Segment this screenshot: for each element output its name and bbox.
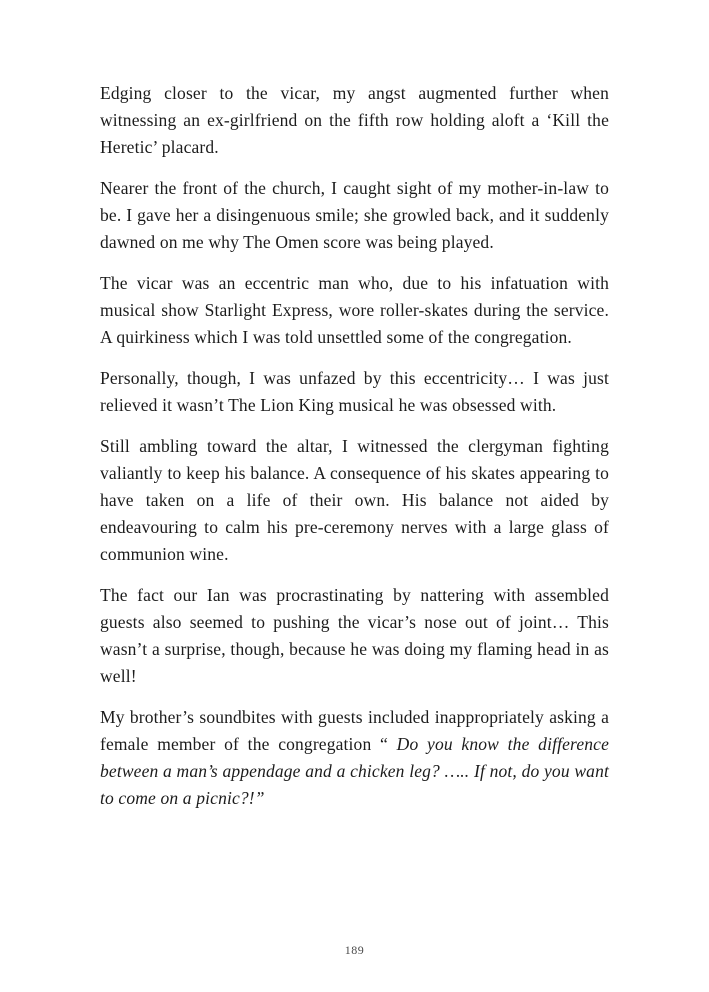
paragraph-6: The fact our Ian was procrastinating by nattering with assembled guests also seemed to pushing the vicar’s nose out of joint… This wasn’t a surprise, though, because he was doing my flaming head in as well! — [100, 585, 609, 686]
paragraph-3: The vicar was an eccentric man who, due to his infatuation with musical show Starlight Express, wore roller-skates during the service. A quirkiness which I was told unsettled some of the congregation. — [100, 273, 609, 347]
paragraph-5: Still ambling toward the altar, I witnessed the clergyman fighting valiantly to keep his balance. A consequence of his skates appearing to have taken on a life of their own. His balance not aided by endeavouring to calm his pre-ceremony nerves with a large glass of communion wine. — [100, 436, 609, 564]
paragraph-7-italic-quote: Do you know the difference between a man’s appendage and a chicken leg? ….. If not, do you want to come on a picnic?!” — [100, 734, 609, 808]
paragraph-1: Edging closer to the vicar, my angst augmented further when witnessing an ex-girlfriend on the fifth row holding aloft a ‘Kill the Heretic’ placard. — [100, 83, 609, 157]
paragraph-7 — [100, 704, 609, 812]
paragraph-7-lead-text: My brother’s soundbites with guests included inappropriately asking a female member of the congregation “ — [100, 707, 609, 754]
text-block — [100, 80, 609, 812]
paragraph-4: Personally, though, I was unfazed by this eccentricity… I was just relieved it wasn’t The Lion King musical he was obsessed with. — [100, 368, 609, 415]
page-number: 189 — [344, 943, 365, 957]
paragraph-2: Nearer the front of the church, I caught sight of my mother-in-law to be. I gave her a disingenuous smile; she growled back, and it suddenly dawned on me why The Omen score was being played. — [100, 178, 609, 252]
